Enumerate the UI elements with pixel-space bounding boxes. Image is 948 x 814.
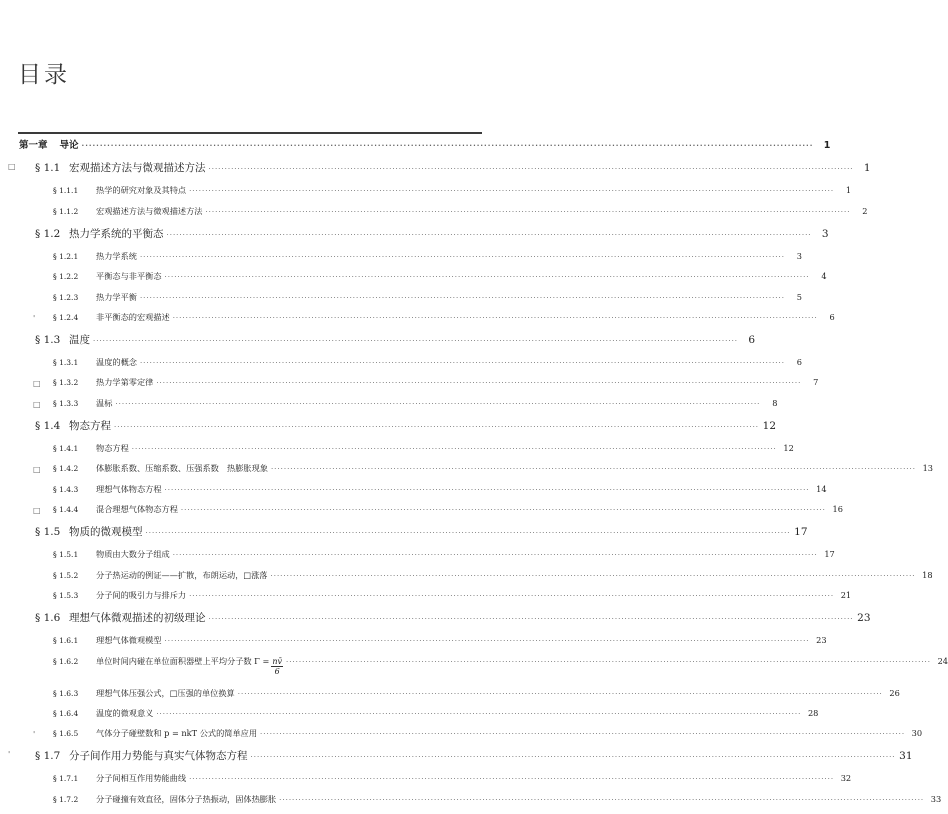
- entry-title: 气体分子碰壁数和 p = nkT 公式的简单应用: [96, 727, 258, 738]
- entry-number: § 1.1: [35, 162, 61, 174]
- dot-leader: ········································································································································································································: [114, 422, 760, 431]
- entry-number: § 1.4.3: [53, 484, 79, 494]
- entry-page-number: 23: [857, 611, 871, 624]
- dot-leader: ········································································································································································································: [156, 379, 802, 388]
- title-rule: [18, 132, 482, 134]
- toc-entry-sec[interactable]: [0, 418, 777, 443]
- entry-title: 物态方程: [96, 443, 129, 454]
- table-of-contents: [0, 137, 948, 814]
- entry-page-number: 16: [832, 503, 843, 514]
- entry-title: 非平衡态的宏观描述: [96, 311, 170, 322]
- entry-page-number: 7: [813, 377, 819, 388]
- entry-marker: □: [33, 465, 41, 475]
- entry-marker: □: [33, 379, 41, 389]
- toc-entry-sub[interactable]: [0, 377, 819, 397]
- entry-number: § 1.2.1: [53, 252, 79, 262]
- entry-number: § 1.6.2: [53, 656, 79, 666]
- entry-number: § 1.3.3: [53, 398, 79, 408]
- entry-page-number: 12: [783, 443, 794, 454]
- entry-page-number: 17: [824, 549, 835, 560]
- entry-page-number: 12: [762, 419, 777, 432]
- dot-leader: ········································································································································································································: [164, 273, 810, 282]
- toc-entry-sub[interactable]: [0, 357, 802, 377]
- dot-leader: ········································································································································································································: [250, 753, 896, 762]
- entry-page-number: 2: [862, 205, 868, 216]
- toc-entry-sub[interactable]: [0, 397, 778, 418]
- entry-title: 体膨胀系数、压缩系数、压强系数 热膨胀现象: [96, 463, 268, 474]
- entry-title: 宏观描述方法与微观描述方法: [96, 205, 203, 216]
- entry-page-number: 23: [816, 635, 827, 646]
- entry-page-number: 5: [796, 291, 802, 302]
- entry-page-number: 24: [937, 655, 948, 666]
- entry-page-number: 21: [840, 589, 852, 600]
- entry-number: § 1.4.2: [53, 464, 79, 474]
- toc-entry-sub[interactable]: [0, 549, 835, 569]
- entry-page-number: 3: [821, 227, 829, 240]
- entry-page-number: 30: [911, 727, 923, 738]
- entry-title: 分子碰撞有效直径，固体分子热振动，固体热膨胀: [96, 793, 277, 804]
- entry-number: § 1.2.4: [53, 312, 79, 322]
- entry-number: § 1.3: [35, 333, 61, 346]
- entry-number: § 1.6.1: [53, 636, 79, 646]
- entry-title: 物质由大数分子组成: [96, 549, 170, 560]
- entry-page-number: 28: [807, 707, 819, 718]
- entry-page-number: 8: [772, 397, 778, 408]
- entry-title: 分子热运动的例证——扩散，布朗运动，□涨落: [96, 569, 268, 580]
- toc-entry-sub[interactable]: [0, 589, 852, 610]
- dot-leader: ········································································································································································································: [279, 795, 925, 804]
- entry-number: § 1.6.5: [53, 728, 79, 738]
- toc-entry-sub[interactable]: [0, 271, 827, 291]
- toc-entry-sub[interactable]: [0, 569, 933, 590]
- dot-leader: ········································································································································································································: [156, 709, 802, 718]
- formula-fraction: [271, 657, 283, 676]
- entry-title: 导论: [59, 140, 79, 151]
- toc-entry-sub[interactable]: [0, 635, 827, 655]
- dot-leader: ········································································································································································································: [189, 187, 835, 196]
- dot-leader: ········································································································································································································: [81, 142, 814, 150]
- entry-page-number: 18: [922, 569, 933, 580]
- entry-title: 热力学第零定律: [96, 377, 154, 388]
- entry-title: 平衡态与非平衡态: [96, 271, 162, 282]
- dot-leader: ········································································································································································································: [131, 445, 777, 454]
- dot-leader: ········································································································································································································: [270, 465, 916, 474]
- fraction-numerator: nv̄: [272, 656, 282, 666]
- dot-leader: ········································································································································································································: [164, 637, 810, 646]
- entry-title: 宏观描述方法与微观描述方法: [69, 162, 206, 174]
- entry-page-number: 1: [863, 162, 871, 174]
- dot-leader: ········································································································································································································: [139, 359, 785, 368]
- entry-number: § 1.4: [35, 419, 61, 432]
- dot-leader: ········································································································································································································: [93, 336, 739, 345]
- entry-number: § 1.4.4: [53, 504, 79, 514]
- dot-leader: ········································································································································································································: [145, 529, 791, 537]
- entry-page-number: 17: [794, 526, 808, 538]
- toc-entry-sec[interactable]: [0, 610, 871, 635]
- toc-entry-sub[interactable]: [0, 655, 948, 688]
- entry-title: 分子间作用力势能与真实气体物态方程: [69, 750, 248, 763]
- entry-title: 热力学系统: [96, 251, 137, 262]
- entry-title: 温标: [96, 397, 113, 408]
- dot-leader: ········································································································································································································: [205, 207, 851, 216]
- entry-number: § 1.7.1: [53, 774, 79, 784]
- entry-number: § 1.4.1: [53, 444, 79, 454]
- dot-leader: ········································································································································································································: [260, 729, 906, 738]
- dot-leader: ········································································································································································································: [270, 571, 916, 580]
- toc-entry-sub[interactable]: [0, 185, 852, 205]
- entry-marker: ': [8, 750, 11, 760]
- dot-leader: ········································································································································································································: [139, 293, 785, 302]
- entry-number: § 1.6.3: [53, 688, 79, 698]
- entry-number: § 1.1.2: [53, 206, 79, 216]
- toc-entry-sub[interactable]: [0, 251, 802, 271]
- toc-entry-sub[interactable]: [0, 205, 868, 226]
- entry-title: 物态方程: [69, 419, 111, 432]
- toc-entry-chap[interactable]: [0, 137, 831, 160]
- entry-page-number: 6: [829, 311, 835, 322]
- dot-leader: ········································································································································································································: [189, 775, 835, 784]
- entry-page-number: 3: [796, 251, 802, 262]
- dot-leader: ········································································································································································································: [180, 505, 826, 514]
- entry-title: 单位时间内碰在单位面积器壁上平均分子数 Γ =: [96, 655, 270, 666]
- entry-number: § 1.7.2: [53, 794, 79, 804]
- toc-entry-sub[interactable]: [0, 311, 835, 332]
- toc-entry-sec[interactable]: [0, 748, 913, 773]
- dot-leader: ········································································································································································································: [164, 485, 810, 494]
- entry-number: § 1.2.2: [53, 272, 79, 282]
- entry-title: 理想气体微观描述的初级理论: [69, 611, 206, 624]
- entry-title: 混合理想气体物态方程: [96, 503, 178, 514]
- entry-page-number: 26: [889, 687, 900, 698]
- entry-title: 热学的研究对象及其特点: [96, 185, 187, 196]
- toc-entry-sec[interactable]: [0, 524, 808, 549]
- entry-number: § 1.5.2: [53, 570, 79, 580]
- entry-title: 分子间相互作用势能曲线: [96, 773, 187, 784]
- dot-leader: ········································································································································································································: [208, 614, 854, 623]
- dot-leader: ········································································································································································································: [285, 657, 932, 666]
- entry-title: 物质的微观模型: [69, 526, 143, 538]
- toc-entry-sub[interactable]: [0, 291, 802, 312]
- entry-page-number: 1: [823, 140, 831, 151]
- entry-number: § 1.2: [35, 227, 61, 240]
- entry-marker: □: [33, 505, 41, 515]
- entry-number: 第一章: [19, 140, 48, 151]
- toc-entry-sec[interactable]: [0, 160, 871, 185]
- entry-page-number: 14: [816, 483, 827, 494]
- toc-entry-sub[interactable]: [0, 443, 794, 463]
- entry-page-number: 13: [922, 463, 933, 474]
- entry-number: § 1.5.3: [53, 590, 79, 600]
- entry-page-number: 6: [748, 333, 756, 346]
- entry-number: § 1.2.3: [53, 292, 79, 302]
- toc-entry-sub[interactable]: [0, 503, 843, 524]
- toc-entry-sec[interactable]: [0, 226, 829, 251]
- entry-title: 温度: [69, 333, 90, 346]
- dot-leader: ········································································································································································································: [172, 313, 818, 322]
- entry-title: 热力学系统的平衡态: [69, 227, 164, 240]
- entry-title: 分子间的吸引力与排斥力: [96, 589, 187, 600]
- entry-marker: □: [8, 162, 16, 171]
- toc-entry-sub[interactable]: [0, 727, 923, 748]
- toc-entry-sec[interactable]: [0, 332, 756, 357]
- entry-title: 理想气体物态方程: [96, 483, 162, 494]
- page-title: 目录: [18, 62, 70, 88]
- toc-entry-sub[interactable]: [0, 707, 819, 728]
- entry-number: § 1.3.2: [53, 378, 79, 388]
- dot-leader: ········································································································································································································: [189, 591, 835, 600]
- dot-leader: ········································································································································································································: [208, 165, 854, 173]
- entry-marker: ': [33, 729, 36, 739]
- toc-entry-sub[interactable]: [0, 687, 900, 708]
- toc-entry-sub[interactable]: [0, 773, 852, 793]
- entry-number: § 1.1.1: [53, 186, 79, 196]
- entry-number: § 1.5: [35, 526, 61, 538]
- entry-title: 温度的微观意义: [96, 707, 154, 718]
- entry-page-number: 1: [845, 185, 852, 196]
- dot-leader: ········································································································································································································: [166, 230, 812, 239]
- entry-title: 热力学平衡: [96, 291, 137, 302]
- toc-entry-sub[interactable]: [0, 483, 827, 504]
- entry-number: § 1.6: [35, 611, 61, 624]
- fraction-denominator: 6: [274, 666, 280, 676]
- entry-number: § 1.5.1: [53, 550, 79, 560]
- entry-page-number: 33: [930, 793, 942, 804]
- entry-page-number: 32: [840, 773, 852, 784]
- entry-page-number: 6: [796, 357, 802, 368]
- entry-number: § 1.6.4: [53, 708, 79, 718]
- entry-marker: ': [33, 313, 36, 323]
- entry-title: 温度的概念: [96, 357, 137, 368]
- entry-title: 理想气体压强公式，□压强的单位换算: [96, 687, 235, 698]
- entry-number: § 1.3.1: [53, 358, 79, 368]
- entry-marker: □: [33, 399, 41, 409]
- entry-page-number: 4: [821, 271, 827, 282]
- entry-number: § 1.7: [35, 750, 61, 763]
- toc-entry-sub[interactable]: [0, 463, 933, 483]
- dot-leader: ········································································································································································································: [237, 689, 883, 698]
- entry-page-number: 31: [899, 750, 913, 763]
- dot-leader: ········································································································································································································: [115, 399, 761, 408]
- dot-leader: ········································································································································································································: [139, 253, 785, 262]
- entry-title: 理想气体微观模型: [96, 635, 162, 646]
- toc-entry-sub[interactable]: [0, 793, 942, 814]
- dot-leader: ········································································································································································································: [172, 551, 818, 560]
